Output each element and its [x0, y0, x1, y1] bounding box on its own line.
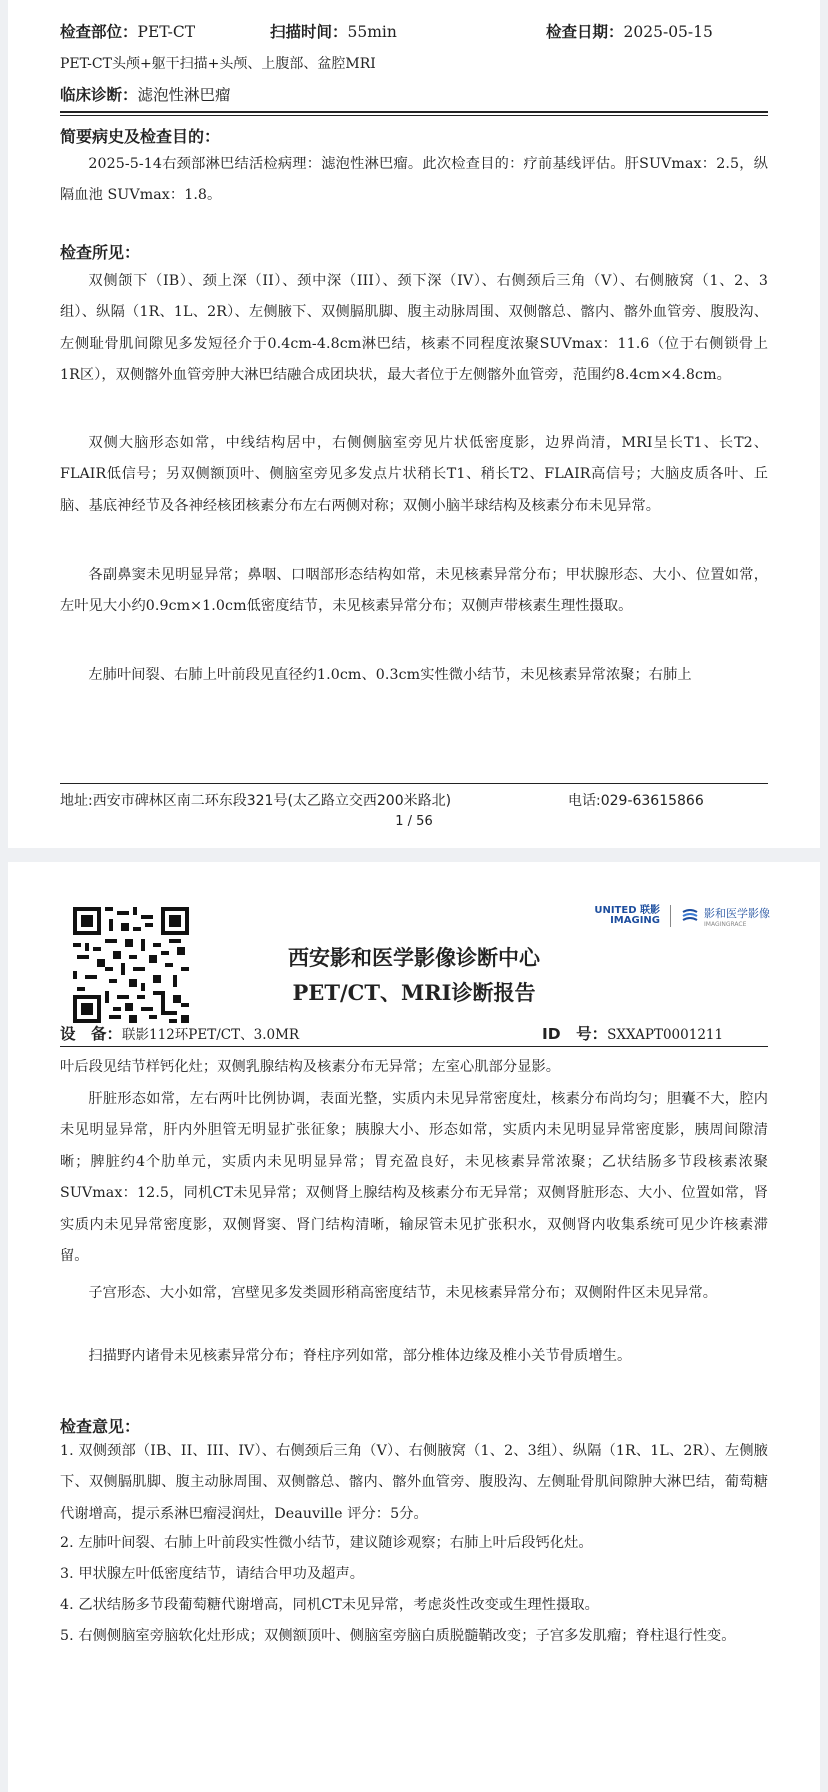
continued-findings-text: 叶后段见结节样钙化灶；双侧乳腺结构及核素分布无异常；左室心肌部分显影。	[60, 1059, 561, 1075]
united-imaging-logo: UNITED 联影 IMAGING	[594, 905, 660, 926]
device-label: 设 备：	[60, 1025, 123, 1043]
diagnosis-value: 滤泡性淋巴瘤	[137, 86, 231, 104]
header-divider-thin	[60, 115, 768, 116]
scan-description: PET-CT头颅+躯干扫描+头颅、上腹部、盆腔MRI	[60, 56, 376, 72]
device-value: 联影112环PET/CT、3.0MR	[122, 1027, 300, 1043]
footer-address: 地址:西安市碑林区南二环东段321号(太乙路立交西200米路北)	[60, 793, 452, 809]
id-label: ID 号：	[542, 1025, 608, 1043]
footer-divider	[60, 783, 768, 784]
exam-date-value: 2025-05-15	[623, 23, 713, 41]
footer-phone: 电话:029-63615866	[568, 793, 704, 809]
findings-paragraph-1: 双侧颌下（IB）、颈上深（II）、颈中深（III）、颈下深（IV）、右侧颈后三角（V）、右侧腋窝（1、2、3组）、纵隔（1R、1L、2R）、左侧腋下、双侧膈肌脚、腹主动脉周围、双侧髂总、髂内、髂外血管旁、腹股沟、左侧耻骨肌间隙见多发短径介于0.4cm-4.8cm淋巴结，核素不同程度浓聚SUVmax：11.6（位于右侧锁骨上1R区），双侧髂外血管旁肿大淋巴结融合成团块状，最大者位于左侧髂外血管旁，范围约8.4cm×4.8cm。	[60, 273, 768, 384]
findings-pelvis: 子宫形态、大小如常，宫壁见多发类圆形稍高密度结节，未见核素异常分布；双侧附件区未见异常。	[88, 1285, 718, 1301]
report-center-title: 西安影和医学影像诊断中心	[288, 945, 540, 970]
opinion-item-5: 5. 右侧侧脑室旁脑软化灶形成；双侧额顶叶、侧脑室旁脑白质脱髓鞘改变；子宫多发肌瘤；脊柱退行性变。	[60, 1628, 736, 1644]
scan-time-value: 55min	[347, 23, 397, 41]
header-divider	[60, 111, 768, 113]
opinion-title: 检查意见：	[60, 1417, 141, 1436]
scan-time-label: 扫描时间：	[270, 23, 348, 41]
report-page-1	[8, 0, 820, 848]
findings-abdomen: 肝脏形态如常，左右两叶比例协调，表面光整，实质内未见异常密度灶，核素分布尚均匀；胆囊不大，腔内未见明显异常，肝内外胆管无明显扩张征象；胰腺大小、形态如常，实质内未见明显异常密度影，胰周间隙清晰；脾脏约4个肋单元，实质内未见明显异常；胃充盈良好，未见核素异常浓聚；乙状结肠多节段核素浓聚SUVmax：12.5，同机CT未见异常；双侧肾上腺结构及核素分布无异常；双侧肾脏形态、大小、位置如常，肾实质内未见异常密度影，双侧肾窦、肾门结构清晰，输尿管未见扩张积水，双侧肾内收集系统可见少许核素滞留。	[60, 1091, 768, 1265]
findings-bones: 扫描野内诸骨未见核素异常分布；脊柱序列如常，部分椎体边缘及椎小关节骨质增生。	[88, 1348, 632, 1364]
diagnosis-label: 临床诊断：	[60, 86, 138, 104]
opinion-item-2: 2. 左肺叶间裂、右肺上叶前段实性微小结节，建议随诊观察；右肺上叶后段钙化灶。	[60, 1535, 593, 1551]
clinical-diagnosis-row	[60, 83, 768, 105]
opinion-item-3: 3. 甲状腺左叶低密度结节，请结合甲功及超声。	[60, 1566, 365, 1582]
page-number: 1 / 56	[395, 814, 433, 829]
report-type-title: PET/CT、MRI诊断报告	[292, 980, 536, 1005]
findings-paragraph-2: 双侧大脑形态如常，中线结构居中，右侧侧脑室旁见片状低密度影，边界尚清，MRI呈长T1、长T2、FLAIR低信号；另双侧额顶叶、侧脑室旁见多发点片状稍长T1、稍长T2、FLAIR高信号；大脑皮质各叶、丘脑、基底神经节及各神经核团核素分布左右两侧对称；双侧小脑半球结构及核素分布未见异常。	[60, 435, 768, 514]
page2-header-divider	[60, 1046, 768, 1047]
findings-title: 检查所见：	[60, 243, 141, 262]
opinion-item-1: 1. 双侧颈部（IB、II、III、IV）、右侧颈后三角（V）、右侧腋窝（1、2、3组）、纵隔（1R、1L、2R）、左侧腋下、双侧膈肌脚、腹主动脉周围、双侧髂总、髂内、髂外血管旁、腹股沟、左侧耻骨肌间隙肿大淋巴结，葡萄糖代谢增高，提示系淋巴瘤浸润灶，Deauville 评分：5分。	[60, 1443, 768, 1522]
id-value: SXXAPT0001211	[607, 1027, 724, 1043]
history-title: 简要病史及检查目的：	[60, 127, 221, 146]
exam-site-value: PET-CT	[137, 23, 196, 41]
id-row	[542, 1022, 768, 1044]
history-text: 2025-5-14右颈部淋巴结活检病理：滤泡性淋巴瘤。此次检查目的：疗前基线评估。肝SUVmax：2.5，纵隔血池 SUVmax：1.8。	[60, 156, 768, 204]
report-page-2	[8, 862, 820, 1792]
findings-paragraph-3: 各副鼻窦未见明显异常；鼻咽、口咽部形态结构如常，未见核素异常分布；甲状腺形态、大小、位置如常，左叶见大小约0.9cm×1.0cm低密度结节，未见核素异常分布；双侧声带核素生理性摄取。	[60, 567, 768, 615]
findings-paragraph-4: 左肺叶间裂、右肺上叶前段见直径约1.0cm、0.3cm实性微小结节，未见核素异常浓聚；右肺上	[88, 667, 692, 683]
opinion-item-4: 4. 乙状结肠多节段葡萄糖代谢增高，同机CT未见异常，考虑炎性改变或生理性摄取。	[60, 1597, 599, 1613]
imagingrace-logo: 影和医学影像 IMAGINGRACE	[681, 905, 770, 928]
exam-date-label: 检查日期：	[546, 23, 624, 41]
exam-site-label: 检查部位：	[60, 23, 138, 41]
